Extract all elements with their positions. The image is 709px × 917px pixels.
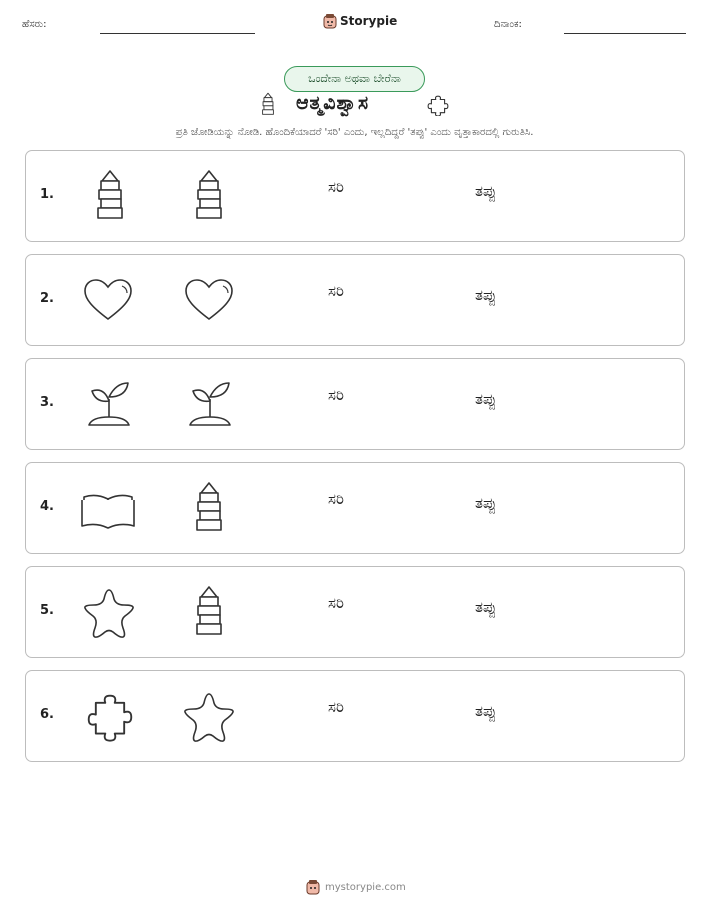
option-false[interactable]: ತಪ್ಪು	[475, 286, 497, 304]
block-tower-icon	[189, 477, 229, 537]
question-number: 5.	[40, 603, 54, 618]
block-tower-icon	[189, 581, 229, 641]
block-tower-icon	[90, 165, 130, 225]
option-true[interactable]: ಸರಿ	[328, 698, 344, 716]
question-number: 2.	[40, 291, 54, 306]
footer-url[interactable]: mystorypie.com	[325, 881, 406, 893]
footer	[306, 879, 406, 895]
sprout-icon	[86, 379, 132, 431]
question-row-4	[25, 462, 685, 554]
option-true[interactable]: ಸರಿ	[328, 490, 344, 508]
question-row-6	[25, 670, 685, 762]
name-field[interactable]	[100, 33, 255, 34]
block-tower-icon	[189, 165, 229, 225]
option-false[interactable]: ತಪ್ಪು	[475, 390, 497, 408]
heart-icon	[82, 277, 134, 323]
worksheet-type-badge: ಒಂದೇನಾ ಅಥವಾ ಬೇರೆನಾ	[284, 66, 425, 92]
option-true[interactable]: ಸರಿ	[328, 386, 344, 404]
brand-name: Storypie	[340, 14, 398, 28]
option-false[interactable]: ತಪ್ಪು	[475, 182, 497, 200]
instructions: ಪ್ರತಿ ಜೋಡಿಯನ್ನು ನೋಡಿ. ಹೊಂದಿಕೆಯಾದರೆ 'ಸರಿ' ಎಂದು, ಇಲ್ಲದಿದ್ದರೆ 'ತಪ್ಪು' ಎಂದು ವೃತ್ತಾಕಾರದಲ್ಲಿ ಗುರುತಿಸಿ.	[175, 127, 534, 138]
puzzle-piece-icon	[86, 691, 134, 743]
question-row-5	[25, 566, 685, 658]
option-true[interactable]: ಸರಿ	[328, 282, 344, 300]
question-row-3	[25, 358, 685, 450]
storypie-mascot-icon	[306, 879, 320, 895]
option-false[interactable]: ತಪ್ಪು	[475, 598, 497, 616]
option-true[interactable]: ಸರಿ	[328, 178, 344, 196]
option-true[interactable]: ಸರಿ	[328, 594, 344, 612]
open-book-icon	[80, 491, 136, 529]
date-field[interactable]	[564, 33, 686, 34]
question-number: 1.	[40, 187, 54, 202]
date-label: ದಿನಾಂಕ:	[494, 19, 522, 30]
question-row-1	[25, 150, 685, 242]
star-icon	[82, 587, 136, 639]
star-icon	[182, 691, 236, 743]
option-false[interactable]: ತಪ್ಪು	[475, 494, 497, 512]
storypie-mascot-icon	[323, 13, 337, 29]
heart-icon	[183, 277, 235, 323]
question-row-2	[25, 254, 685, 346]
brand-logo	[323, 13, 397, 29]
puzzle-piece-icon	[427, 94, 449, 116]
page-title: ಆತ್ಮವಿಶ್ವಾಸ	[296, 92, 370, 114]
block-tower-icon	[259, 91, 277, 117]
name-label: ಹೆಸರು:	[22, 19, 47, 30]
question-number: 3.	[40, 395, 54, 410]
sprout-icon	[187, 379, 233, 431]
option-false[interactable]: ತಪ್ಪು	[475, 702, 497, 720]
question-number: 6.	[40, 707, 54, 722]
question-number: 4.	[40, 499, 54, 514]
